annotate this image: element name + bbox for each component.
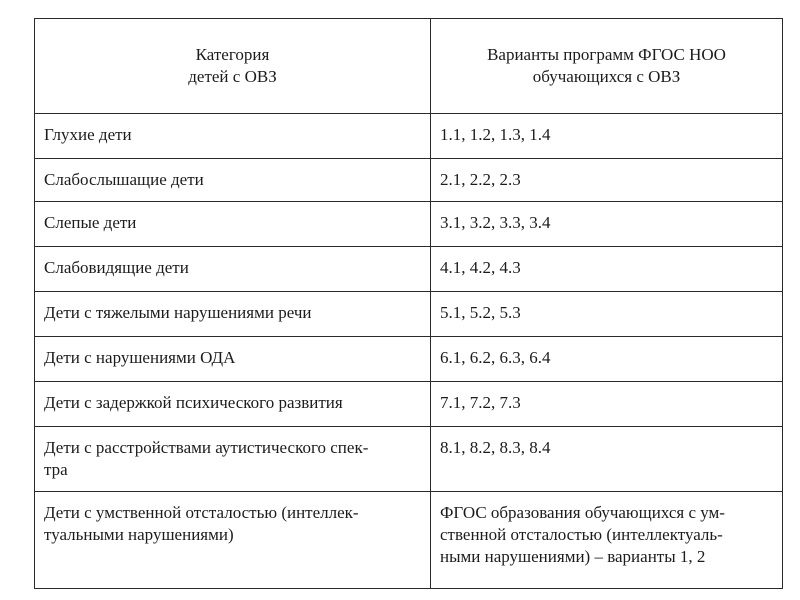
category-text: Слабослышащие дети bbox=[44, 170, 204, 189]
variants-cell bbox=[431, 159, 783, 202]
category-cell bbox=[35, 292, 431, 337]
variants-text: 7.1, 7.2, 7.3 bbox=[440, 393, 521, 412]
variants-text: ными нарушениями) – варианты 1, 2 bbox=[440, 547, 706, 566]
variants-cell bbox=[431, 292, 783, 337]
ovz-programs-table bbox=[34, 18, 783, 589]
variants-cell bbox=[431, 382, 783, 427]
category-cell bbox=[35, 247, 431, 292]
category-cell bbox=[35, 202, 431, 247]
variants-cell bbox=[431, 337, 783, 382]
header-category-line: детей с ОВЗ bbox=[188, 67, 277, 86]
category-text: тра bbox=[44, 460, 68, 479]
header-variants-line: Варианты программ ФГОС НОО bbox=[487, 45, 726, 64]
category-cell bbox=[35, 114, 431, 159]
table-row bbox=[35, 159, 783, 202]
variants-text: ственной отсталостью (интеллектуаль- bbox=[440, 525, 723, 544]
table-row bbox=[35, 292, 783, 337]
table-row bbox=[35, 114, 783, 159]
table-row bbox=[35, 492, 783, 589]
header-category bbox=[35, 19, 431, 114]
header-variants-line: обучающихся с ОВЗ bbox=[532, 67, 681, 86]
category-cell bbox=[35, 427, 431, 492]
category-text: Дети с тяжелыми нарушениями речи bbox=[44, 303, 312, 322]
category-text: Слепые дети bbox=[44, 213, 137, 232]
table-row bbox=[35, 247, 783, 292]
header-category-line: Категория bbox=[195, 45, 270, 64]
category-text: Дети с умственной отсталостью (интеллек- bbox=[44, 503, 359, 522]
table-row bbox=[35, 337, 783, 382]
variants-cell bbox=[431, 114, 783, 159]
category-cell bbox=[35, 382, 431, 427]
variants-text: 2.1, 2.2, 2.3 bbox=[440, 170, 521, 189]
table-row bbox=[35, 202, 783, 247]
variants-text: ФГОС образования обучающихся с ум- bbox=[440, 503, 725, 522]
table-row bbox=[35, 427, 783, 492]
category-text: Дети с расстройствами аутистического спек- bbox=[44, 438, 369, 457]
header-variants bbox=[431, 19, 783, 114]
category-text: Дети с нарушениями ОДА bbox=[44, 348, 236, 367]
variants-cell bbox=[431, 427, 783, 492]
table-row bbox=[35, 382, 783, 427]
variants-text: 1.1, 1.2, 1.3, 1.4 bbox=[440, 125, 551, 144]
category-text: Глухие дети bbox=[44, 125, 132, 144]
variants-text: 4.1, 4.2, 4.3 bbox=[440, 258, 521, 277]
category-text: Дети с задержкой психического развития bbox=[44, 393, 343, 412]
variants-text: 6.1, 6.2, 6.3, 6.4 bbox=[440, 348, 551, 367]
variants-text: 3.1, 3.2, 3.3, 3.4 bbox=[440, 213, 551, 232]
category-cell bbox=[35, 159, 431, 202]
variants-cell bbox=[431, 247, 783, 292]
table-header-row bbox=[35, 19, 783, 114]
category-text: туальными нарушениями) bbox=[44, 525, 234, 544]
variants-cell bbox=[431, 202, 783, 247]
variants-text: 8.1, 8.2, 8.3, 8.4 bbox=[440, 438, 551, 457]
category-cell bbox=[35, 337, 431, 382]
variants-text: 5.1, 5.2, 5.3 bbox=[440, 303, 521, 322]
variants-cell bbox=[431, 492, 783, 589]
category-cell bbox=[35, 492, 431, 589]
category-text: Слабовидящие дети bbox=[44, 258, 189, 277]
